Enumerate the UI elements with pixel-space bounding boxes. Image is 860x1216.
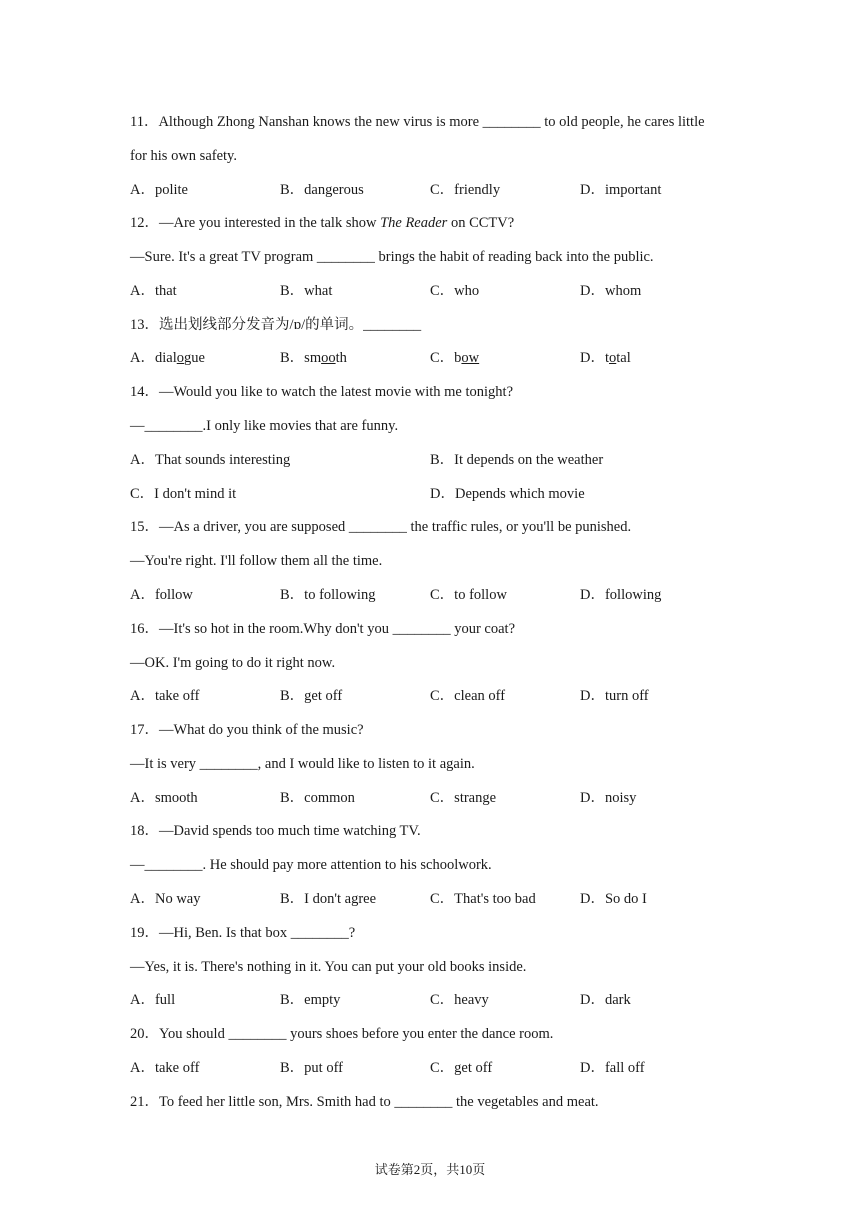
question-18-reply: —________. He should pay more attention to his schoolwork. — [130, 857, 492, 873]
question-13-stem: 13．选出划线部分发音为/ɒ/的单词。________ — [130, 317, 422, 333]
question-17-option-a: A．smooth — [130, 790, 198, 806]
question-13-option-d — [580, 348, 631, 368]
question-19-option-b: B．empty — [280, 992, 341, 1008]
question-17-option-b: B．common — [280, 790, 355, 806]
question-20-stem: 20．You should ________ yours shoes before you enter the dance room. — [130, 1026, 554, 1042]
question-19-stem: 19．—Hi, Ben. Is that box ________? — [130, 925, 356, 941]
question-12-option-a: A．that — [130, 283, 177, 299]
question-16-option-d: D．turn off — [580, 688, 649, 704]
question-18-option-d: D．So do I — [580, 891, 647, 907]
question-19-option-d: D．dark — [580, 992, 631, 1008]
underlined-letters: o — [176, 350, 184, 366]
question-11-option-a: A．polite — [130, 182, 188, 198]
underlined-letters: ow — [461, 350, 480, 366]
question-14-option-c: C．I don't mind it — [130, 486, 237, 502]
question-18-option-c: C．That's too bad — [430, 891, 536, 907]
question-20-option-c: C．get off — [430, 1060, 493, 1076]
question-16-stem: 16．—It's so hot in the room.Why don't you ________ your coat? — [130, 621, 516, 637]
question-11-option-c: C．friendly — [430, 182, 501, 198]
question-12-reply: —Sure. It's a great TV program ________ brings the habit of reading back into the public. — [130, 249, 654, 265]
word-part: th — [335, 350, 347, 366]
question-17-reply: —It is very ________, and I would like to listen to it again. — [130, 756, 475, 772]
question-13-option-a — [130, 348, 205, 368]
option-label: A． — [130, 350, 155, 366]
question-16-option-b: B．get off — [280, 688, 343, 704]
question-17-option-c: C．strange — [430, 790, 497, 806]
question-15-option-b: B．to following — [280, 587, 376, 603]
question-15-option-a: A．follow — [130, 587, 193, 603]
question-20-option-a: A．take off — [130, 1060, 200, 1076]
question-12-stem-post: on CCTV? — [447, 215, 515, 231]
question-14-option-b: B．It depends on the weather — [430, 452, 604, 468]
question-19-option-a: A．full — [130, 992, 176, 1008]
question-17-stem: 17．—What do you think of the music? — [130, 722, 364, 738]
word-part: sm — [304, 350, 322, 366]
question-18-option-b: B．I don't agree — [280, 891, 377, 907]
question-16-reply: —OK. I'm going to do it right now. — [130, 655, 336, 671]
word-part: b — [454, 350, 462, 366]
question-14-stem: 14．—Would you like to watch the latest movie with me tonight? — [130, 384, 514, 400]
word-part: dial — [154, 350, 177, 366]
question-14-option-a: A．That sounds interesting — [130, 452, 291, 468]
question-14-option-d: D．Depends which movie — [430, 486, 585, 502]
question-11-stem-continued: for his own safety. — [130, 148, 237, 164]
page-footer: 试卷第2页，共10页 — [374, 1162, 486, 1177]
question-13-option-b — [280, 348, 347, 368]
question-12-option-d: D．whom — [580, 283, 642, 299]
question-15-reply: —You're right. I'll follow them all the time. — [130, 553, 383, 569]
option-label: D． — [580, 350, 605, 366]
question-21-stem: 21．To feed her little son, Mrs. Smith had to ________ the vegetables and meat. — [130, 1094, 599, 1110]
question-11-stem: 11．Although Zhong Nanshan knows the new virus is more ________ to old people, he cares little — [130, 114, 705, 130]
question-11-option-b: B．dangerous — [280, 182, 364, 198]
question-13-option-c — [430, 348, 479, 368]
question-15-stem: 15．—As a driver, you are supposed ________ the traffic rules, or you'll be punished. — [130, 519, 632, 535]
question-20-option-b: B．put off — [280, 1060, 343, 1076]
question-20-option-d: D．fall off — [580, 1060, 645, 1076]
question-14-reply: —________.I only like movies that are funny. — [130, 418, 399, 434]
question-16-option-a: A．take off — [130, 688, 200, 704]
question-12-option-b: B．what — [280, 283, 333, 299]
word-part: tal — [616, 350, 631, 366]
question-18-option-a: A．No way — [130, 891, 201, 907]
question-15-option-c: C．to follow — [430, 587, 507, 603]
question-11-option-d: D．important — [580, 182, 662, 198]
question-17-option-d: D．noisy — [580, 790, 637, 806]
question-19-option-c: C．heavy — [430, 992, 489, 1008]
word-part: t — [604, 350, 610, 366]
question-12-show-title: The Reader — [380, 215, 448, 231]
question-12-stem — [130, 213, 514, 233]
question-12-option-c: C．who — [430, 283, 480, 299]
underlined-letters: o — [609, 350, 617, 366]
question-16-option-c: C．clean off — [430, 688, 506, 704]
underlined-letters: oo — [321, 350, 336, 366]
option-label: B． — [280, 350, 305, 366]
question-19-reply: —Yes, it is. There's nothing in it. You can put your old books inside. — [130, 959, 527, 975]
question-15-option-d: D．following — [580, 587, 662, 603]
question-18-stem: 18．—David spends too much time watching TV. — [130, 823, 421, 839]
word-part: gue — [183, 350, 205, 366]
question-12-stem-pre: 12．—Are you interested in the talk show — [130, 215, 381, 231]
option-label: C． — [430, 350, 455, 366]
